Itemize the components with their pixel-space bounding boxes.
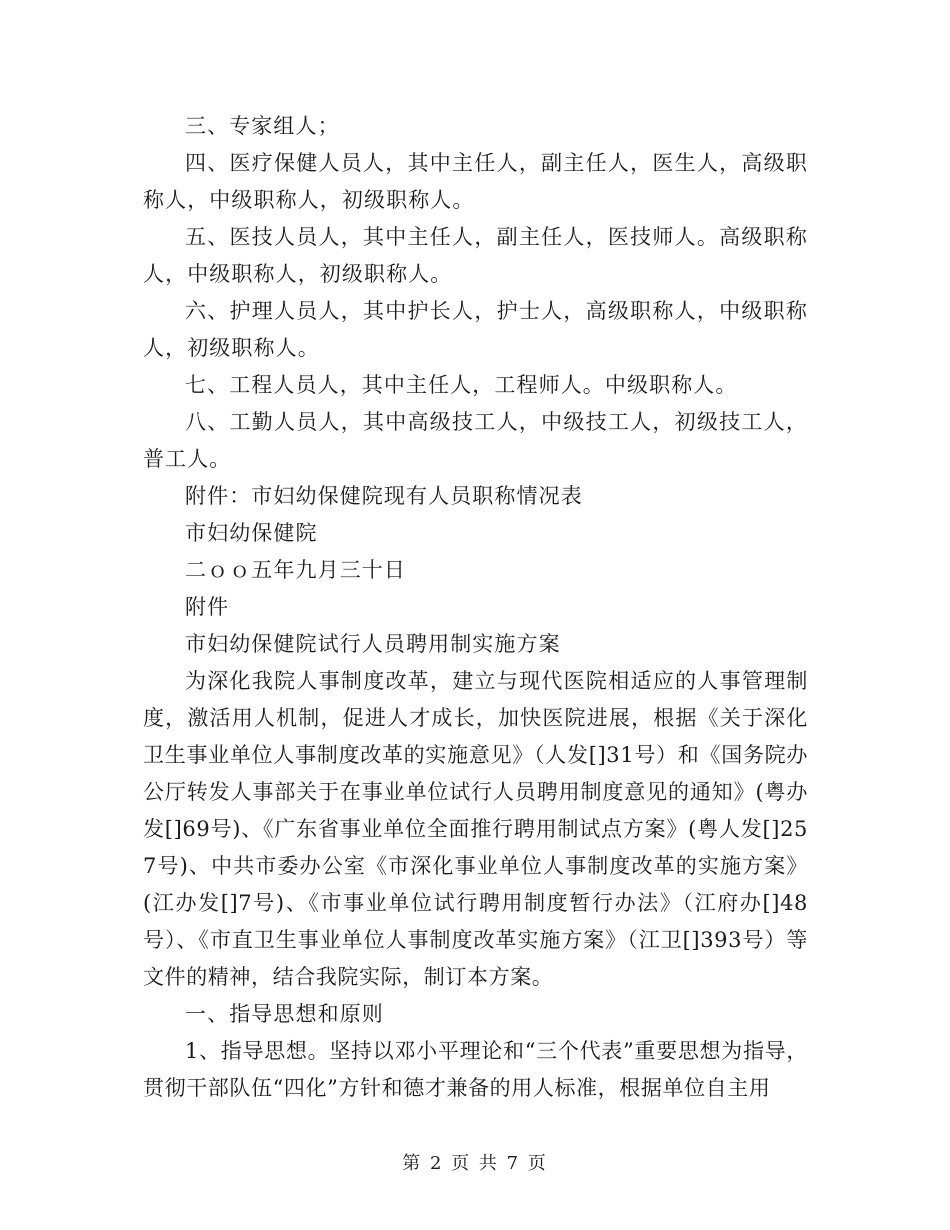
paragraph-service-staff: 八、工勤人员人，其中高级技工人，中级技工人，初级技工人，普工人。: [143, 410, 808, 471]
paragraph-expert-group: 三、专家组人；: [185, 114, 340, 138]
page-footer: 第 2 页 共 7 页: [402, 1153, 548, 1174]
document-body: [143, 108, 808, 1107]
paragraph-attachment-note: 附件：市妇幼保健院现有人员职称情况表: [185, 484, 583, 508]
paragraph-engineering-staff: 七、工程人员人，其中主任人，工程师人。中级职称人。: [185, 373, 738, 397]
paragraph-guiding-ideology: 1、指导思想。坚持以邓小平理论和“三个代表”重要思想为指导，贯彻干部队伍“四化”方针和德才兼备的用人标准，根据单位自主用: [143, 1039, 808, 1100]
paragraph-section-heading: 一、指导思想和原则: [185, 1002, 384, 1026]
paragraph-nursing-staff: 六、护理人员人，其中护长人，护士人，高级职称人，中级职称人，初级职称人。: [143, 299, 808, 360]
paragraph-plan-intro: 为深化我院人事制度改革，建立与现代医院相适应的人事管理制度，激活用人机制，促进人才成长，加快医院进展，根据《关于深化卫生事业单位人事制度改革的实施意见》（人发[]31号）和《国务院办公厅转发人事部关于在事业单位试行人员聘用制度意见的通知》(粤办发[]69号)、《广东省事业单位全面推行聘用制试点方案》(粤人发[]257号)、中共市委办公室《市深化事业单位人事制度改革的实施方案》(江办发[]7号)、《市事业单位试行聘用制度暂行办法》（江府办[]48号）、《市直卫生事业单位人事制度改革实施方案》（江卫[]393号）等文件的精神，结合我院实际，制订本方案。: [143, 669, 808, 989]
paragraph-signature-org: 市妇幼保健院: [185, 521, 318, 545]
paragraph-medical-staff: 四、医疗保健人员人，其中主任人，副主任人，医生人，高级职称人，中级职称人，初级职称人。: [143, 151, 808, 212]
paragraph-signature-date: 二ｏｏ五年九月三十日: [185, 558, 406, 582]
paragraph-plan-title: 市妇幼保健院试行人员聘用制实施方案: [185, 632, 561, 656]
paragraph-technical-staff: 五、医技人员人，其中主任人，副主任人，医技师人。高级职称人，中级职称人，初级职称人。: [143, 225, 808, 286]
paragraph-attachment-heading: 附件: [185, 595, 230, 619]
